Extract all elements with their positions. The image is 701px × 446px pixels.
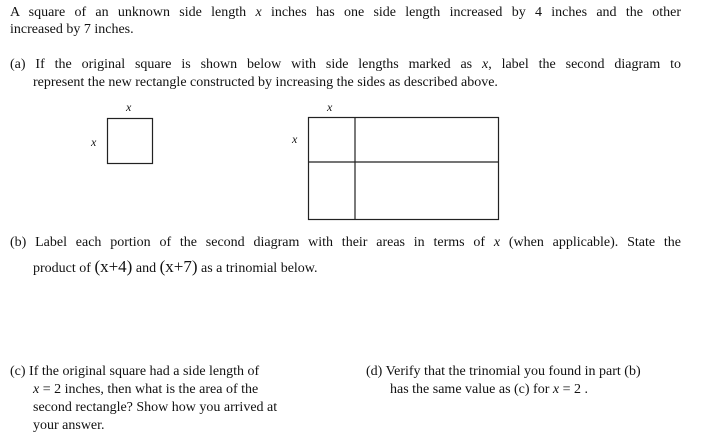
part-c-line-4: your answer.	[33, 418, 105, 433]
part-d-line-1: (d) Verify that the trinomial you found in part (b)	[366, 364, 641, 379]
part-d-line-2: has the same value as (c) for x = 2 .	[390, 382, 588, 397]
rect-top-label: x	[327, 100, 333, 114]
part-c-line-2: x = 2 inches, then what is the area of the	[33, 382, 259, 397]
part-b-line-2: product of (x+4) and (x+7) as a trinomial below.	[33, 257, 318, 276]
square-top-label: x	[126, 100, 132, 114]
square-side-label: x	[91, 135, 97, 149]
rect-side-label: x	[292, 132, 298, 146]
expression-x-plus-7: (x+7)	[159, 257, 198, 276]
part-c-line-1: (c) If the original square had a side length of	[10, 364, 260, 379]
intro-line-2: increased by 7 inches.	[10, 22, 134, 37]
part-a-line-1: (a) If the original square is shown below with side lengths marked as x, label the second diagram to	[10, 57, 681, 72]
part-b-line-1: (b) Label each portion of the second diagram with their areas in terms of x (when applicable). State the	[10, 235, 681, 250]
original-square	[108, 119, 153, 164]
new-rectangle	[309, 118, 499, 220]
part-c-line-3: second rectangle? Show how you arrived at	[33, 400, 278, 415]
part-a-line-2: represent the new rectangle constructed by increasing the sides as described above.	[33, 75, 498, 90]
intro-line-1: A square of an unknown side length x inches has one side length increased by 4 inches and the other	[10, 5, 682, 20]
expression-x-plus-4: (x+4)	[94, 257, 133, 276]
